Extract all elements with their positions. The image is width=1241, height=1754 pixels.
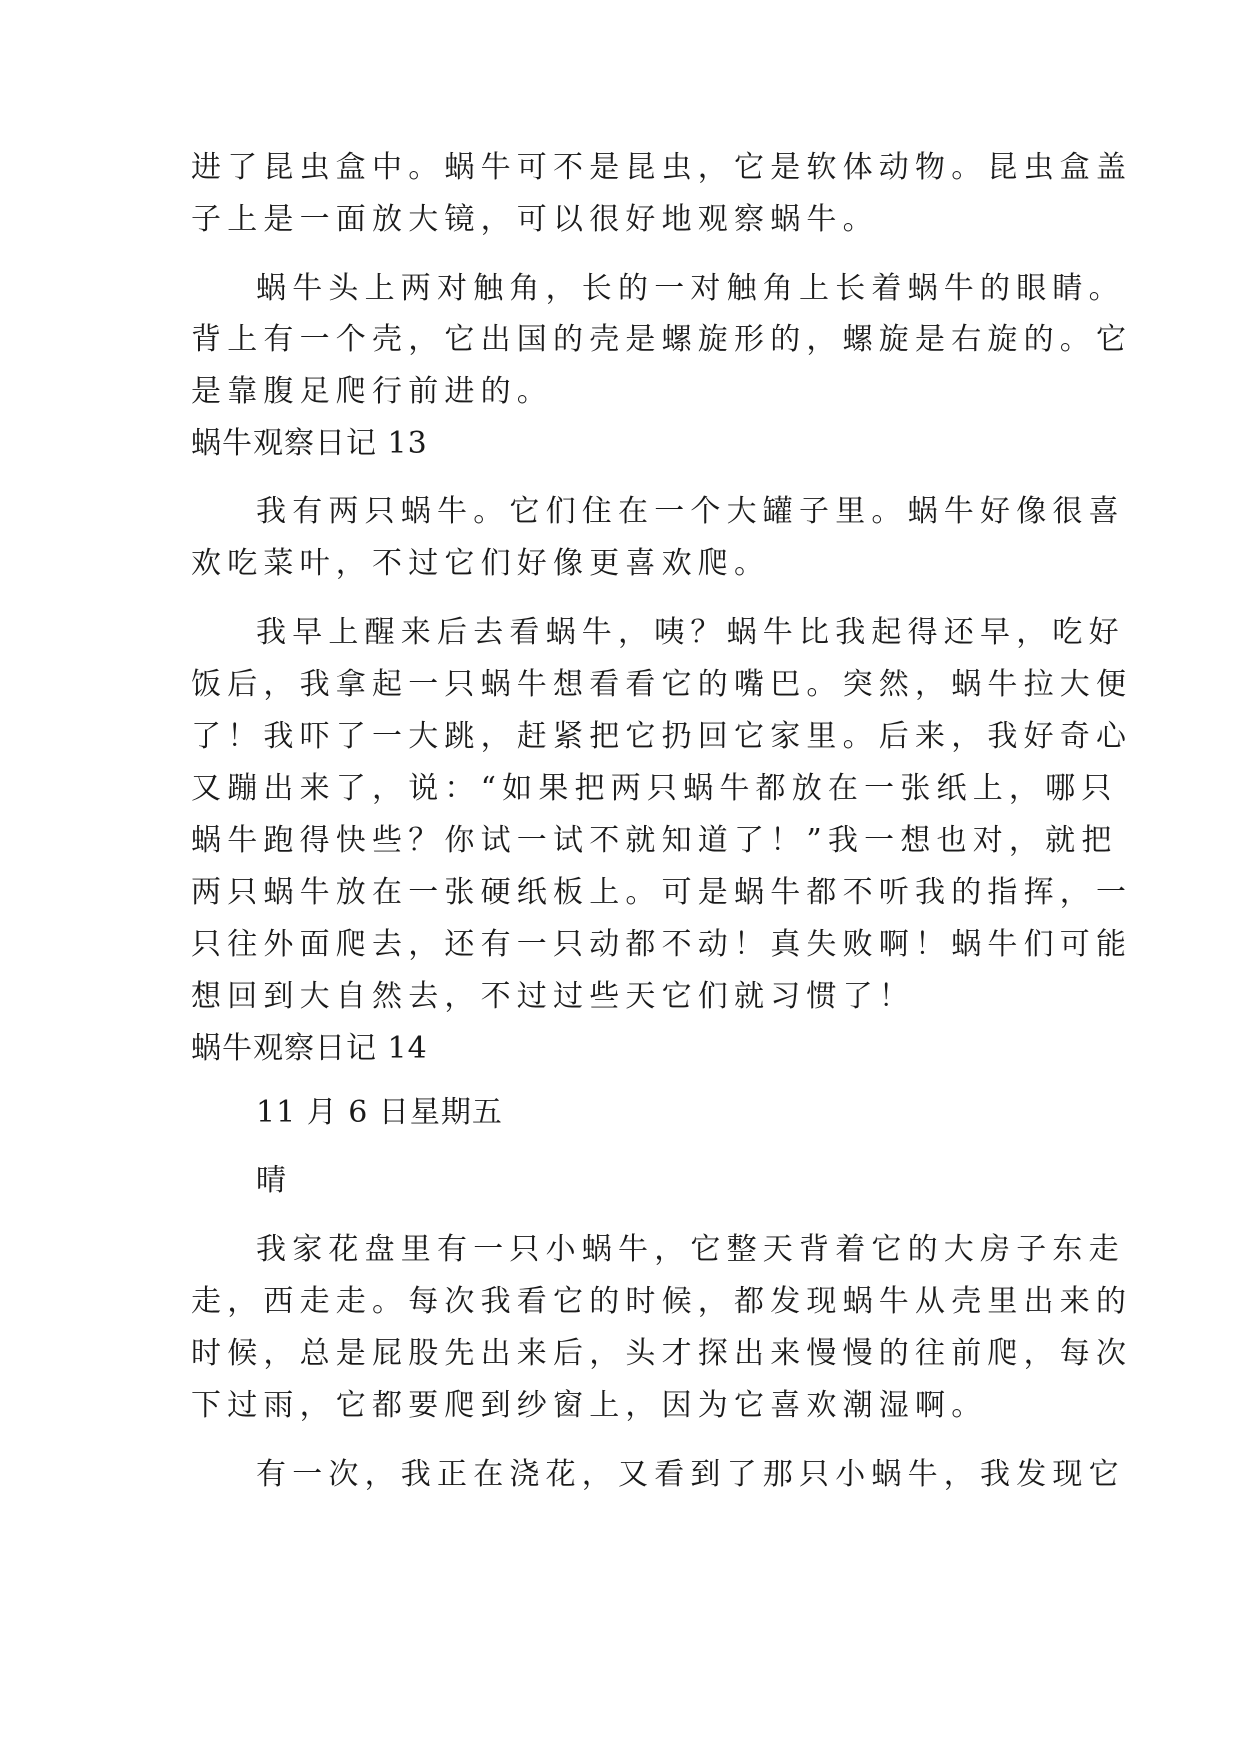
text-line: 蜗牛跑得快些？你试一试不就知道了！”我一想也对，就把: [191, 823, 1118, 858]
text-line: 两只蜗牛放在一张硬纸板上。可是蜗牛都不听我的指挥，一: [191, 875, 1133, 910]
text-line: 了！我吓了一大跳，赶紧把它扔回它家里。后来，我好奇心: [191, 719, 1133, 754]
paragraph-line: 我有两只蜗牛。它们住在一个大罐子里。蜗牛好像很喜: [256, 494, 1125, 529]
text-line: 欢吃菜叶，不过它们好像更喜欢爬。: [191, 546, 771, 581]
text-line: 背上有一个壳，它出国的壳是螺旋形的，螺旋是右旋的。它: [191, 322, 1133, 357]
paragraph-line: 蜗牛头上两对触角，长的一对触角上长着蜗牛的眼睛。: [256, 271, 1125, 306]
date-line: 11 月 6 日星期五: [256, 1095, 503, 1130]
section-heading: 蜗牛观察日记 13: [191, 426, 428, 461]
section-heading: 蜗牛观察日记 14: [191, 1031, 428, 1066]
text-line: 下过雨，它都要爬到纱窗上，因为它喜欢潮湿啊。: [191, 1388, 988, 1423]
text-line: 走，西走走。每次我看它的时候，都发现蜗牛从壳里出来的: [191, 1284, 1133, 1319]
text-line: 进了昆虫盒中。蜗牛可不是昆虫，它是软体动物。昆虫盒盖: [191, 150, 1133, 185]
text-line: 子上是一面放大镜，可以很好地观察蜗牛。: [191, 202, 879, 237]
text-line: 是靠腹足爬行前进的。: [191, 374, 553, 409]
text-line: 又蹦出来了，说：“如果把两只蜗牛都放在一张纸上，哪只: [191, 771, 1118, 806]
text-line: 只往外面爬去，还有一只动都不动！真失败啊！蜗牛们可能: [191, 927, 1133, 962]
text-line: 想回到大自然去，不过过些天它们就习惯了！: [191, 979, 915, 1014]
paragraph-line: 有一次，我正在浇花，又看到了那只小蜗牛，我发现它: [256, 1457, 1125, 1492]
paragraph-line: 我家花盘里有一只小蜗牛，它整天背着它的大房子东走: [256, 1232, 1125, 1267]
weather-line: 晴: [256, 1163, 293, 1198]
text-line: 饭后，我拿起一只蜗牛想看看它的嘴巴。突然，蜗牛拉大便: [191, 667, 1133, 702]
text-line: 时候，总是屁股先出来后，头才探出来慢慢的往前爬，每次: [191, 1336, 1133, 1371]
paragraph-line: 我早上醒来后去看蜗牛，咦？蜗牛比我起得还早，吃好: [256, 615, 1125, 650]
